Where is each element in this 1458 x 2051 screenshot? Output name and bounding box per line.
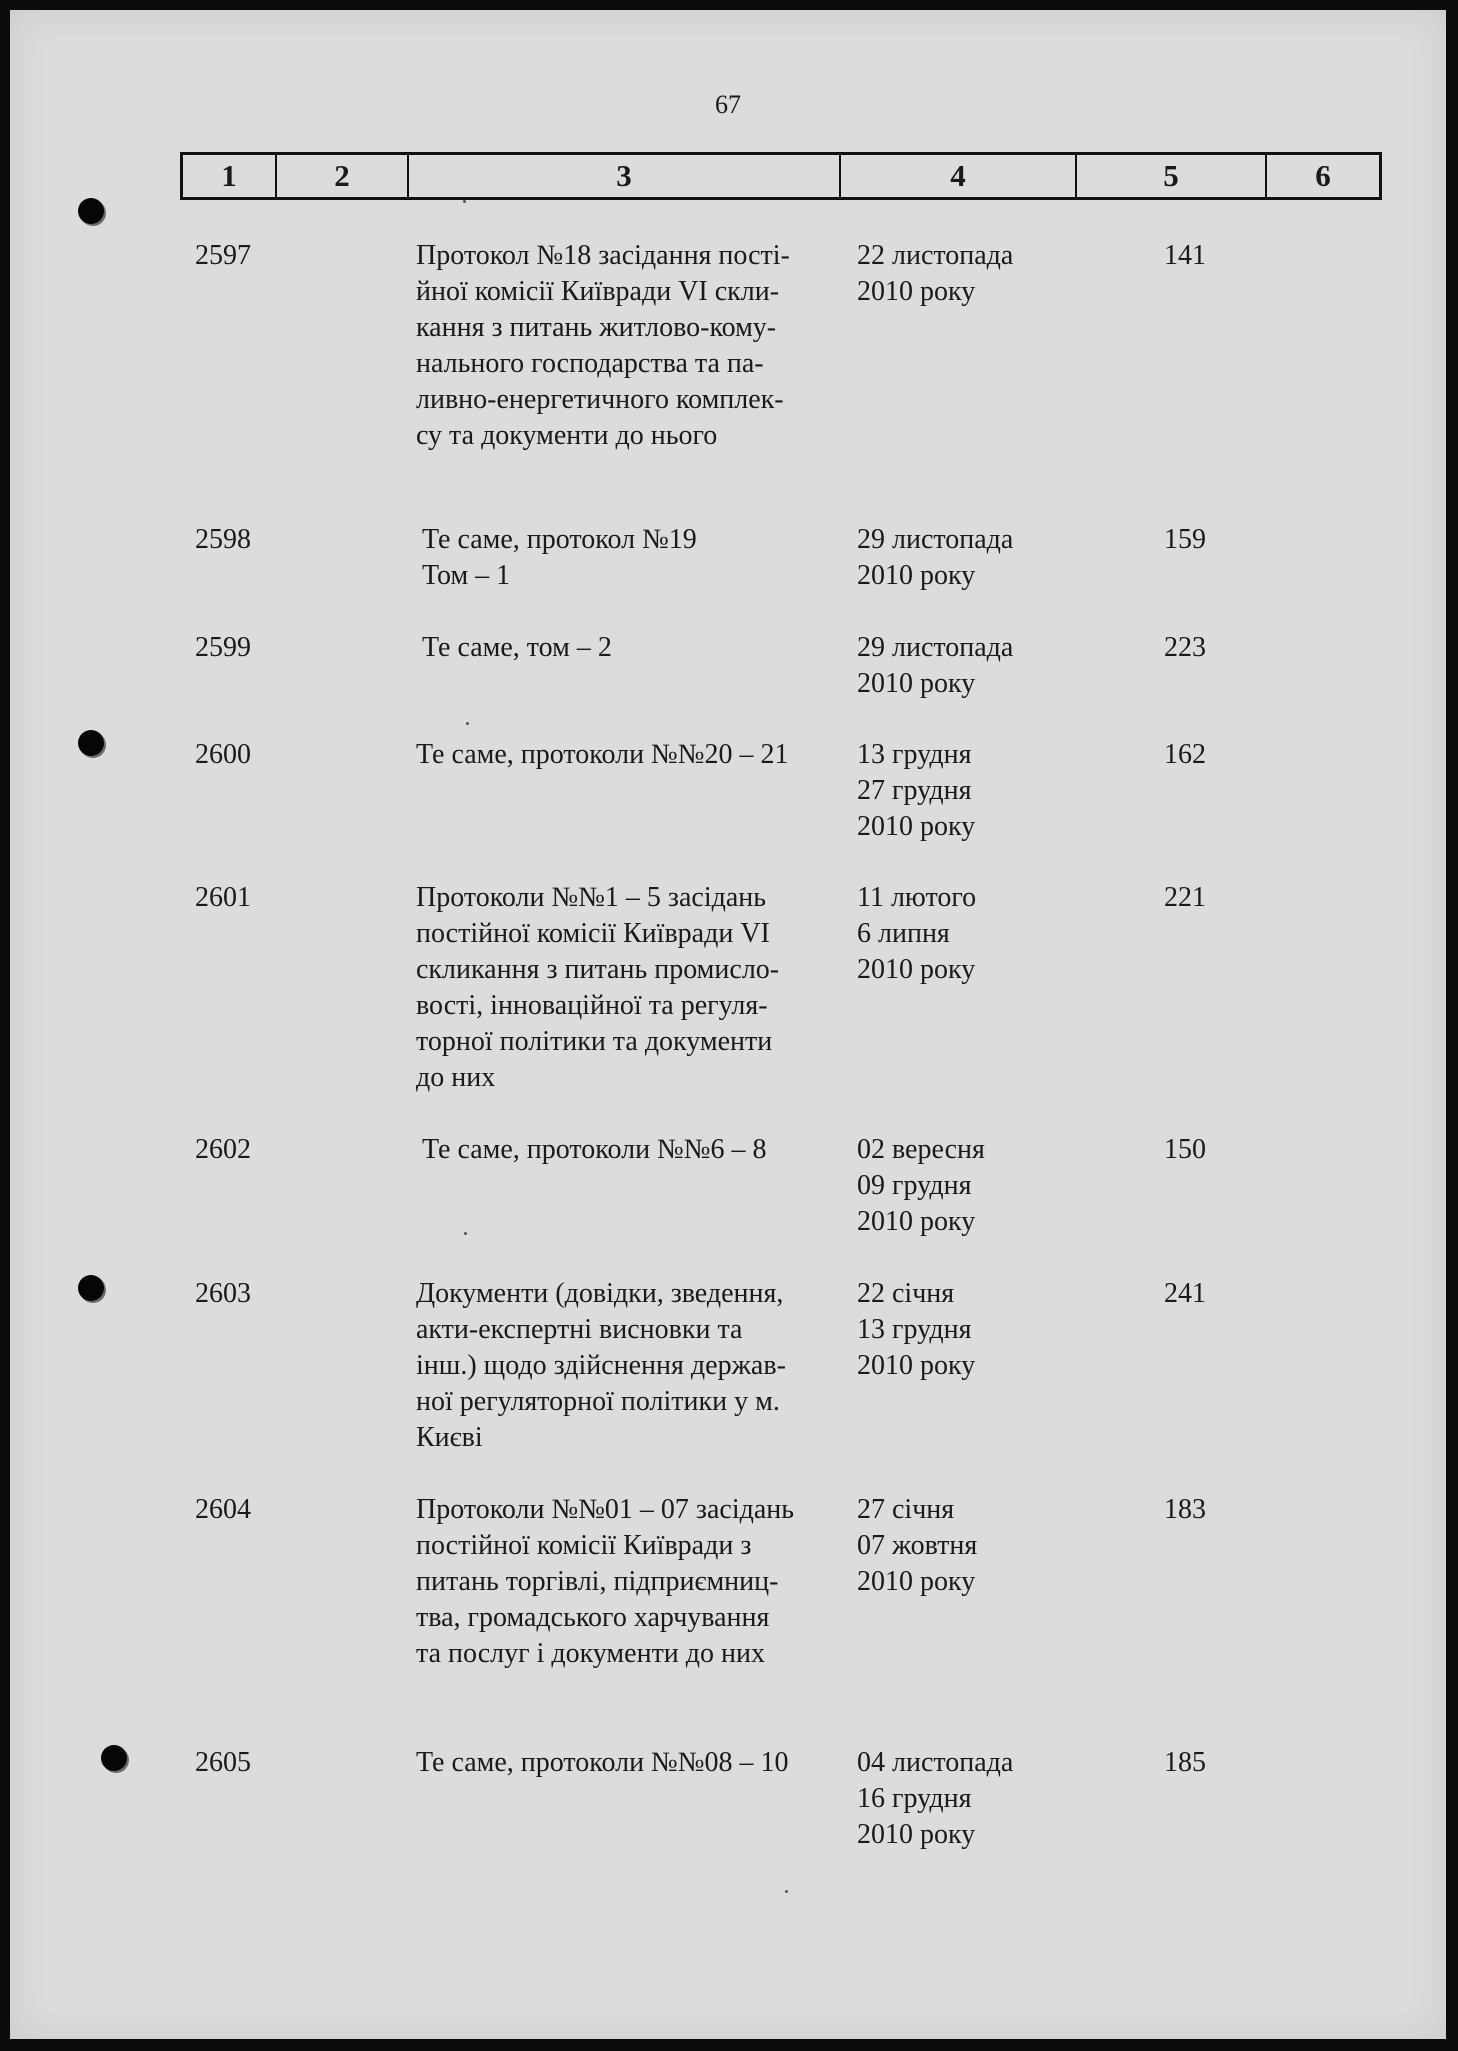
- record-dates: 04 листопада 16 грудня 2010 року: [857, 1747, 1014, 1850]
- column-header-4: 4: [841, 155, 1077, 197]
- record-title: Те саме, том – 2: [422, 632, 612, 663]
- sheet-count: 159: [1164, 524, 1206, 555]
- punch-hole: [78, 198, 104, 224]
- record-number: 2602: [195, 1134, 251, 1165]
- record-number: 2597: [195, 240, 251, 271]
- record-number: 2605: [195, 1747, 251, 1778]
- record-number: 2600: [195, 739, 251, 770]
- document-page: [10, 10, 1446, 2039]
- record-dates: 11 лютого 6 липня 2010 року: [857, 882, 977, 985]
- sheet-count: 241: [1164, 1278, 1206, 1309]
- paper-speck: [785, 1890, 788, 1893]
- record-dates: 22 січня 13 грудня 2010 року: [857, 1278, 976, 1381]
- sheet-count: 141: [1164, 240, 1206, 271]
- sheet-count: 221: [1164, 882, 1206, 913]
- sheet-count: 183: [1164, 1494, 1206, 1525]
- record-dates: 02 вересня 09 грудня 2010 року: [857, 1134, 985, 1237]
- punch-hole: [78, 730, 104, 756]
- paper-speck: [463, 200, 466, 203]
- record-title: Документи (довідки, зведення, акти-експертні висновки та інш.) щодо здійснення держав- ної регуляторної політики у м. Києві: [416, 1278, 786, 1453]
- record-dates: 27 січня 07 жовтня 2010 року: [857, 1494, 978, 1597]
- page-number: 67: [715, 90, 741, 119]
- record-number: 2599: [195, 632, 251, 663]
- record-dates: 22 листопада 2010 року: [857, 240, 1014, 307]
- record-number: 2604: [195, 1494, 251, 1525]
- sheet-count: 150: [1164, 1134, 1206, 1165]
- record-number: 2601: [195, 882, 251, 913]
- record-dates: 29 листопада 2010 року: [857, 524, 1014, 591]
- record-number: 2598: [195, 524, 251, 555]
- record-title: Те саме, протоколи №№20 – 21: [416, 739, 789, 770]
- record-title: Протоколи №№01 – 07 засідань постійної комісії Київради з питань торгівлі, підприємниц- тва, громадського харчування та послуг і документи до них: [416, 1494, 795, 1669]
- paper-speck: [466, 722, 469, 725]
- sheet-count: 223: [1164, 632, 1206, 663]
- sheet-count: 162: [1164, 739, 1206, 770]
- column-header-1: 1: [183, 155, 277, 197]
- paper-speck: [464, 1232, 467, 1235]
- table-header: [180, 152, 1382, 200]
- column-header-5: 5: [1077, 155, 1267, 197]
- column-header-2: 2: [277, 155, 409, 197]
- record-title: Протокол №18 засідання пості- йної комісії Київради VI скли- кання з питань житлово-кому- нального господарства та па- ливно-енергетичного комплек- су та документи до нього: [416, 240, 790, 451]
- record-number: 2603: [195, 1278, 251, 1309]
- record-dates: 29 листопада 2010 року: [857, 632, 1014, 699]
- record-title: Те саме, протокол №19 Том – 1: [422, 524, 697, 591]
- punch-hole: [78, 1275, 104, 1301]
- column-header-3: 3: [409, 155, 841, 197]
- record-title: Те саме, протоколи №№6 – 8: [422, 1134, 767, 1165]
- sheet-count: 185: [1164, 1747, 1206, 1778]
- column-header-6: 6: [1315, 158, 1331, 193]
- punch-hole: [101, 1745, 127, 1771]
- record-title: Те саме, протоколи №№08 – 10: [416, 1747, 789, 1778]
- record-dates: 13 грудня 27 грудня 2010 року: [857, 739, 976, 842]
- record-title: Протоколи №№1 – 5 засідань постійної комісії Київради VI скликання з питань промисло- вості, інноваційної та регуля- торної політики та документи до них: [416, 882, 780, 1093]
